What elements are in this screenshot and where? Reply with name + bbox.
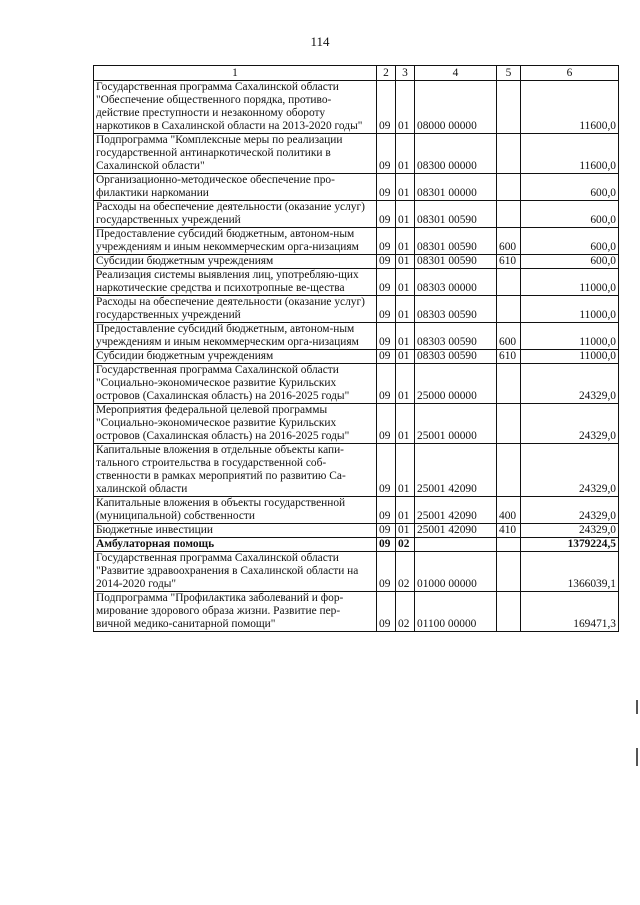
row-target-article-cell: 25001 42090 xyxy=(415,497,497,524)
row-subsection-cell: 01 xyxy=(396,444,415,497)
row-amount-cell: 1379224,5 xyxy=(521,538,619,552)
row-section-cell: 09 xyxy=(377,81,396,134)
row-expense-type-cell xyxy=(497,296,521,323)
table-row xyxy=(94,296,619,323)
row-name-cell: Субсидии бюджетным учреждениям xyxy=(94,350,377,364)
row-subsection-cell: 01 xyxy=(396,174,415,201)
row-section-cell: 09 xyxy=(377,201,396,228)
table-row xyxy=(94,364,619,404)
row-name-cell: Реализация системы выявления лиц, употребляю-щих наркотические средства и психотропные ве-щества xyxy=(94,269,377,296)
row-expense-type-cell xyxy=(497,552,521,592)
row-expense-type-cell: 600 xyxy=(497,323,521,350)
row-section-cell: 09 xyxy=(377,538,396,552)
row-subsection-cell: 01 xyxy=(396,296,415,323)
header-col-2: 2 xyxy=(377,66,396,81)
row-section-cell: 09 xyxy=(377,497,396,524)
row-expense-type-cell: 610 xyxy=(497,350,521,364)
row-expense-type-cell xyxy=(497,269,521,296)
row-section-cell: 09 xyxy=(377,134,396,174)
row-name-cell: Амбулаторная помощь xyxy=(94,538,377,552)
header-col-3: 3 xyxy=(396,66,415,81)
row-name-cell: Капитальные вложения в объекты государственной (муниципальной) собственности xyxy=(94,497,377,524)
row-amount-cell: 600,0 xyxy=(521,201,619,228)
table-row xyxy=(94,350,619,364)
budget-table xyxy=(93,65,619,632)
row-subsection-cell: 01 xyxy=(396,404,415,444)
row-amount-cell: 11000,0 xyxy=(521,269,619,296)
row-subsection-cell: 02 xyxy=(396,552,415,592)
row-name-cell: Расходы на обеспечение деятельности (оказание услуг) государственных учреждений xyxy=(94,201,377,228)
table-row xyxy=(94,592,619,632)
row-amount-cell: 600,0 xyxy=(521,174,619,201)
row-target-article-cell: 08301 00590 xyxy=(415,228,497,255)
row-section-cell: 09 xyxy=(377,255,396,269)
row-target-article-cell: 01000 00000 xyxy=(415,552,497,592)
row-section-cell: 09 xyxy=(377,404,396,444)
header-col-6: 6 xyxy=(521,66,619,81)
row-section-cell: 09 xyxy=(377,174,396,201)
row-subsection-cell: 01 xyxy=(396,269,415,296)
row-name-cell: Предоставление субсидий бюджетным, автоном-ным учреждениям и иным некоммерческим орга-низациям xyxy=(94,228,377,255)
row-subsection-cell: 01 xyxy=(396,497,415,524)
table-row xyxy=(94,174,619,201)
row-section-cell: 09 xyxy=(377,524,396,538)
row-name-cell: Расходы на обеспечение деятельности (оказание услуг) государственных учреждений xyxy=(94,296,377,323)
row-amount-cell: 24329,0 xyxy=(521,444,619,497)
scan-mark xyxy=(636,748,638,766)
row-expense-type-cell xyxy=(497,134,521,174)
table-row xyxy=(94,444,619,497)
row-expense-type-cell: 610 xyxy=(497,255,521,269)
row-expense-type-cell: 400 xyxy=(497,497,521,524)
scan-mark xyxy=(636,700,638,714)
row-name-cell: Подпрограмма "Профилактика заболеваний и фор-мирование здорового образа жизни. Развитие пер-вичной медико-санитарной помощи" xyxy=(94,592,377,632)
row-target-article-cell xyxy=(415,538,497,552)
row-section-cell: 09 xyxy=(377,323,396,350)
table-row xyxy=(94,134,619,174)
row-expense-type-cell xyxy=(497,404,521,444)
row-section-cell: 09 xyxy=(377,228,396,255)
row-section-cell: 09 xyxy=(377,364,396,404)
row-expense-type-cell xyxy=(497,201,521,228)
row-subsection-cell: 01 xyxy=(396,350,415,364)
row-name-cell: Государственная программа Сахалинской области "Развитие здравоохранения в Сахалинской области на 2014-2020 годы" xyxy=(94,552,377,592)
row-target-article-cell: 25001 42090 xyxy=(415,444,497,497)
row-target-article-cell: 08301 00590 xyxy=(415,255,497,269)
row-subsection-cell: 01 xyxy=(396,255,415,269)
row-subsection-cell: 01 xyxy=(396,323,415,350)
row-amount-cell: 11000,0 xyxy=(521,323,619,350)
row-name-cell: Мероприятия федеральной целевой программы "Социально-экономическое развитие Курильских островов (Сахалинская область) на 2016-2025 годы" xyxy=(94,404,377,444)
row-amount-cell: 24329,0 xyxy=(521,364,619,404)
table-row xyxy=(94,81,619,134)
row-target-article-cell: 08301 00000 xyxy=(415,174,497,201)
row-subsection-cell: 01 xyxy=(396,81,415,134)
row-section-cell: 09 xyxy=(377,592,396,632)
row-name-cell: Государственная программа Сахалинской области "Обеспечение общественного порядка, противо-действие преступности и незаконному обороту наркотиков в Сахалинской области на 2013-2020 годы" xyxy=(94,81,377,134)
table-header-row xyxy=(94,66,619,81)
row-expense-type-cell xyxy=(497,81,521,134)
row-amount-cell: 600,0 xyxy=(521,228,619,255)
row-name-cell: Организационно-методическое обеспечение про-филактики наркомании xyxy=(94,174,377,201)
row-amount-cell: 11000,0 xyxy=(521,296,619,323)
row-amount-cell: 1366039,1 xyxy=(521,552,619,592)
table-row xyxy=(94,201,619,228)
row-name-cell: Государственная программа Сахалинской области "Социально-экономическое развитие Курильских островов (Сахалинская область) на 2016-2025 годы" xyxy=(94,364,377,404)
row-name-cell: Бюджетные инвестиции xyxy=(94,524,377,538)
row-target-article-cell: 25001 00000 xyxy=(415,404,497,444)
row-name-cell: Субсидии бюджетным учреждениям xyxy=(94,255,377,269)
table-row xyxy=(94,524,619,538)
page-number: 114 xyxy=(310,34,330,49)
row-target-article-cell: 08303 00590 xyxy=(415,296,497,323)
row-section-cell: 09 xyxy=(377,296,396,323)
header-col-4: 4 xyxy=(415,66,497,81)
row-section-cell: 09 xyxy=(377,269,396,296)
row-name-cell: Подпрограмма "Комплексные меры по реализации государственной антинаркотической политики в Сахалинской области" xyxy=(94,134,377,174)
row-target-article-cell: 25000 00000 xyxy=(415,364,497,404)
row-amount-cell: 169471,3 xyxy=(521,592,619,632)
row-name-cell: Капитальные вложения в отдельные объекты капи-тального строительства в государственной соб-ственности в рамках мероприятий по развитию Са-халинской области xyxy=(94,444,377,497)
header-col-1: 1 xyxy=(94,66,377,81)
row-expense-type-cell xyxy=(497,538,521,552)
header-col-5: 5 xyxy=(497,66,521,81)
table-row xyxy=(94,552,619,592)
row-subsection-cell: 01 xyxy=(396,201,415,228)
row-target-article-cell: 01100 00000 xyxy=(415,592,497,632)
row-expense-type-cell: 410 xyxy=(497,524,521,538)
row-amount-cell: 11600,0 xyxy=(521,81,619,134)
table-row xyxy=(94,269,619,296)
row-expense-type-cell xyxy=(497,364,521,404)
table-row xyxy=(94,255,619,269)
row-subsection-cell: 01 xyxy=(396,228,415,255)
row-target-article-cell: 08300 00000 xyxy=(415,134,497,174)
row-expense-type-cell: 600 xyxy=(497,228,521,255)
row-target-article-cell: 25001 42090 xyxy=(415,524,497,538)
table-row xyxy=(94,228,619,255)
row-subsection-cell: 01 xyxy=(396,364,415,404)
row-section-cell: 09 xyxy=(377,444,396,497)
row-section-cell: 09 xyxy=(377,350,396,364)
row-amount-cell: 24329,0 xyxy=(521,497,619,524)
row-target-article-cell: 08303 00000 xyxy=(415,269,497,296)
row-expense-type-cell xyxy=(497,444,521,497)
row-amount-cell: 600,0 xyxy=(521,255,619,269)
row-amount-cell: 11600,0 xyxy=(521,134,619,174)
row-target-article-cell: 08301 00590 xyxy=(415,201,497,228)
table-row xyxy=(94,323,619,350)
row-amount-cell: 24329,0 xyxy=(521,404,619,444)
row-name-cell: Предоставление субсидий бюджетным, автоном-ным учреждениям и иным некоммерческим орга-низациям xyxy=(94,323,377,350)
row-subsection-cell: 02 xyxy=(396,592,415,632)
row-expense-type-cell xyxy=(497,592,521,632)
row-section-cell: 09 xyxy=(377,552,396,592)
table-row xyxy=(94,497,619,524)
row-amount-cell: 24329,0 xyxy=(521,524,619,538)
row-target-article-cell: 08303 00590 xyxy=(415,323,497,350)
row-subsection-cell: 01 xyxy=(396,134,415,174)
row-amount-cell: 11000,0 xyxy=(521,350,619,364)
table-row xyxy=(94,538,619,552)
row-target-article-cell: 08000 00000 xyxy=(415,81,497,134)
row-subsection-cell: 02 xyxy=(396,538,415,552)
table-row xyxy=(94,404,619,444)
row-subsection-cell: 01 xyxy=(396,524,415,538)
row-target-article-cell: 08303 00590 xyxy=(415,350,497,364)
row-expense-type-cell xyxy=(497,174,521,201)
